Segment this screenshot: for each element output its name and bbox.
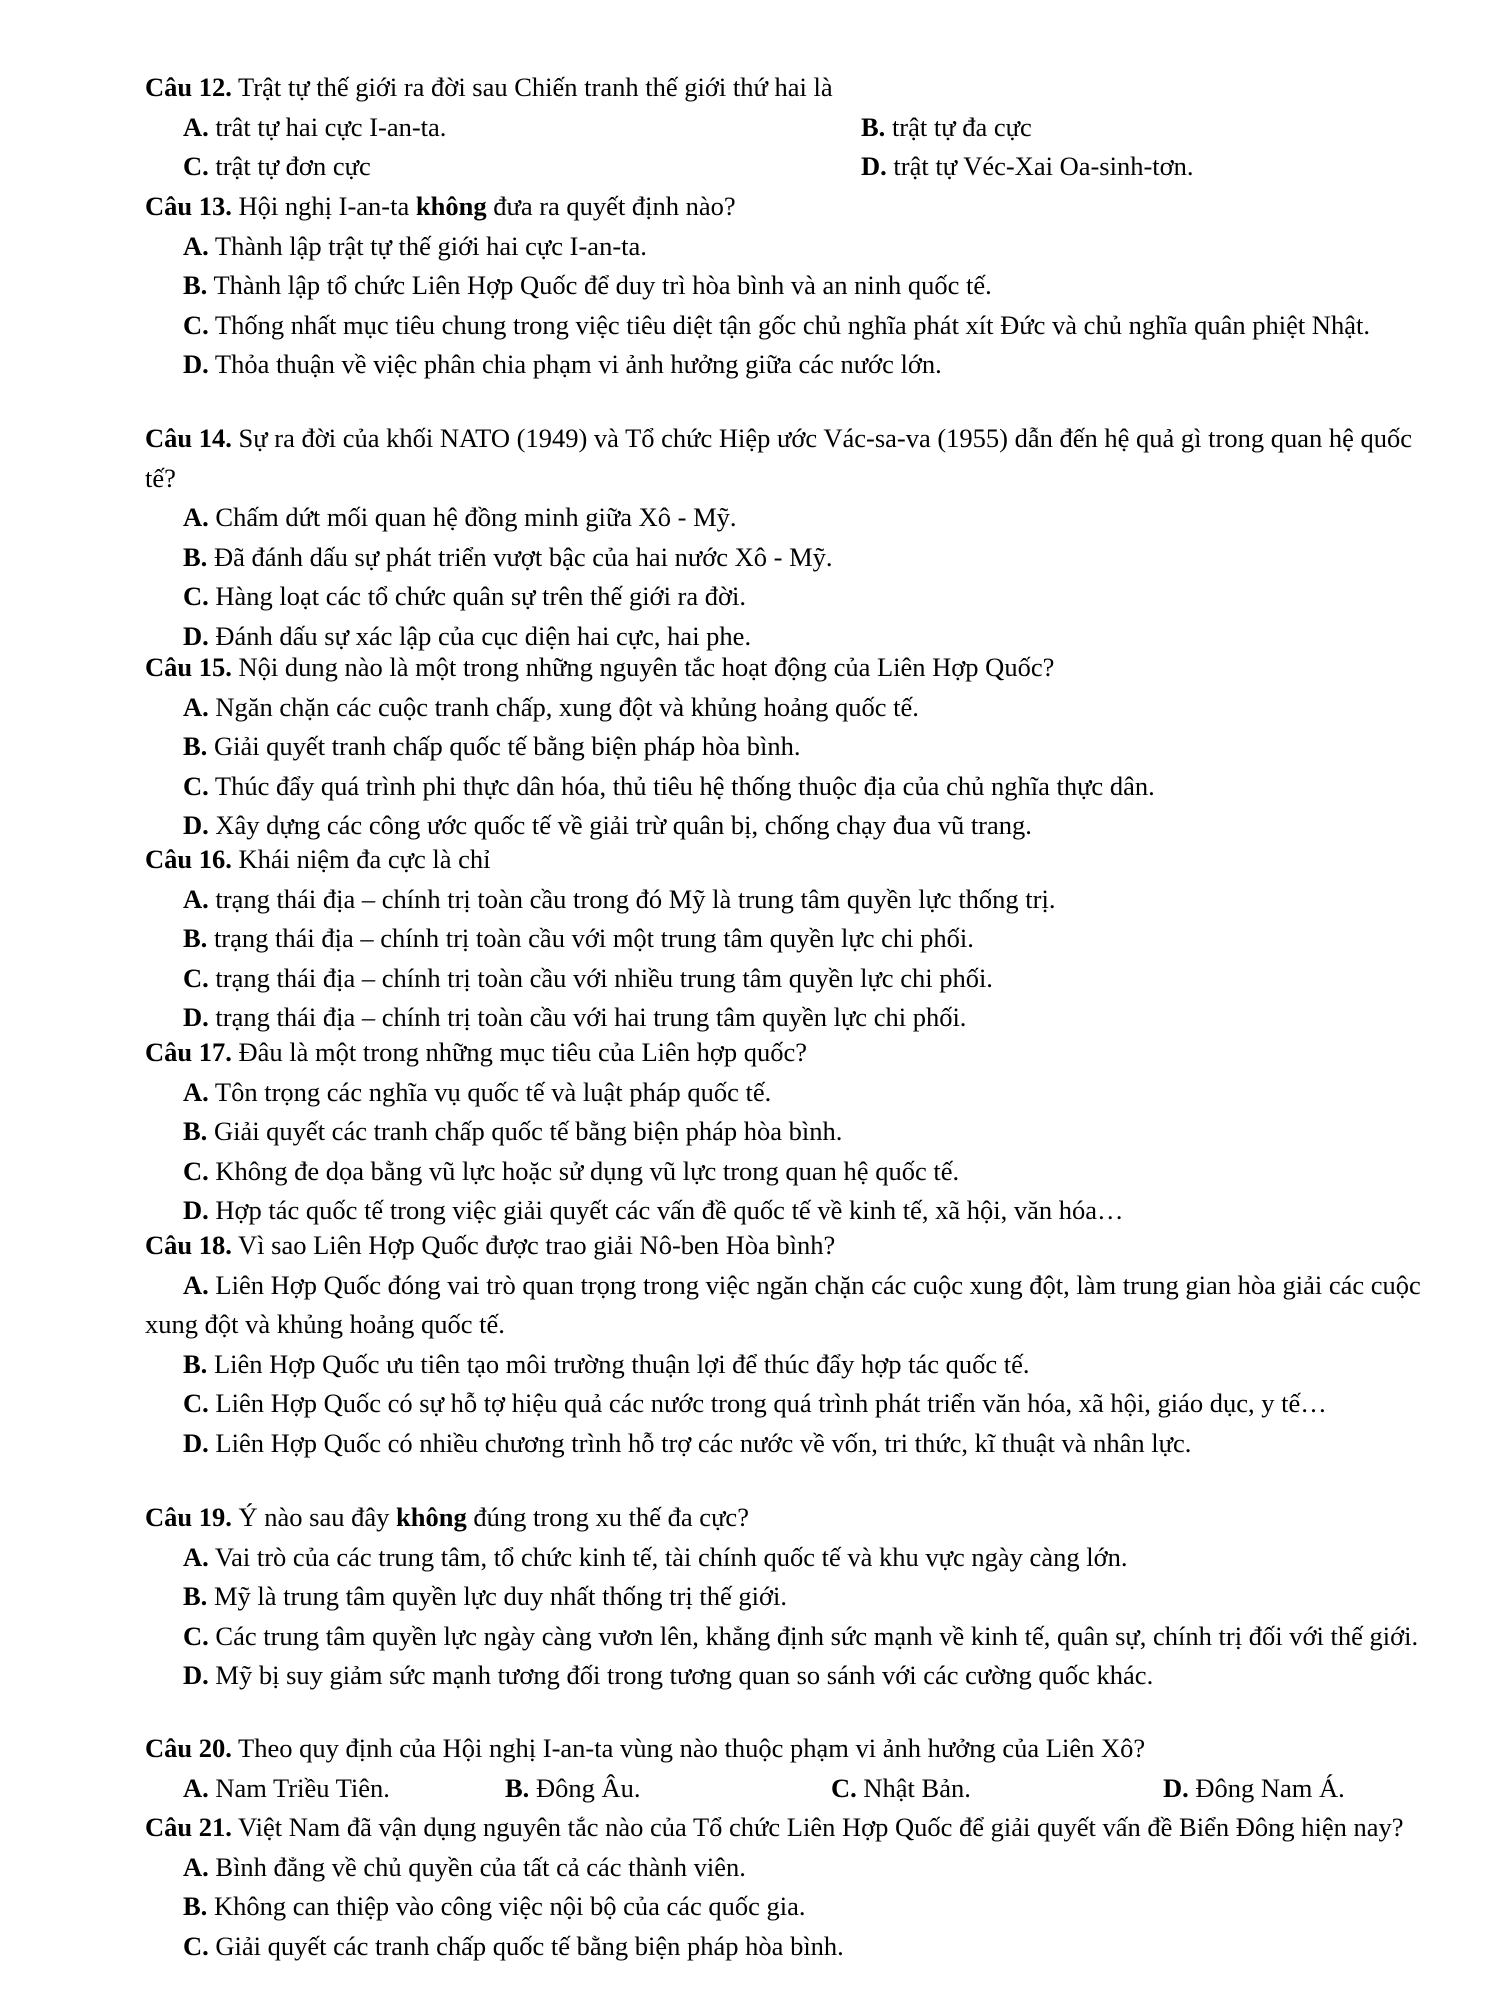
option-b: [145, 266, 1440, 306]
option-text: Thúc đẩy quá trình phi thực dân hóa, thủ tiêu hệ thống thuộc địa của chủ nghĩa thực dân.: [214, 770, 1155, 801]
question-text: đúng trong xu thế đa cực?: [473, 1502, 749, 1532]
option-a: [145, 1266, 1440, 1345]
option-c: [183, 147, 861, 187]
option-letter: A.: [183, 1772, 209, 1803]
option-text: trât tự hai cực I-an-ta.: [215, 111, 447, 142]
question-text: Trật tự thế giới ra đời sau Chiến tranh thế giới thứ hai là: [238, 72, 833, 102]
option-letter: B.: [183, 541, 208, 572]
question-number: Câu 21.: [145, 1812, 232, 1842]
options-row: [145, 1769, 1440, 1809]
question-number: Câu 20.: [145, 1733, 232, 1763]
option-text: Đánh dấu sự xác lập của cục diện hai cực, hai phe.: [215, 620, 752, 651]
question-text: đưa ra quyết định nào?: [493, 191, 736, 221]
question-15: [145, 648, 1440, 846]
option-letter: A.: [183, 883, 209, 914]
option-letter: C.: [831, 1772, 857, 1803]
option-letter: B.: [505, 1772, 530, 1803]
option-text: trạng thái địa – chính trị toàn cầu với một trung tâm quyền lực chi phối.: [213, 923, 974, 954]
option-letter: B.: [183, 1348, 208, 1379]
option-text: Liên Hợp Quốc có sự hỗ tợ hiệu quả các nước trong quá trình phát triển văn hóa, xã hội, giáo dục, y tế…: [215, 1388, 1327, 1419]
option-text: Vai trò của các trung tâm, tổ chức kinh tế, tài chính quốc tế và khu vực ngày càng lớn.: [214, 1541, 1128, 1572]
option-letter: C.: [183, 309, 209, 340]
question-text: Sự ra đời của khối NATO (1949) và Tổ chức Hiệp ước Vác-sa-va (1955) dẫn đến hệ quả gì trong quan hệ quốc tế?: [145, 423, 1413, 493]
option-text: Nam Triều Tiên.: [215, 1772, 390, 1803]
option-text: Ngăn chặn các cuộc tranh chấp, xung đột và khủng hoảng quốc tế.: [215, 691, 919, 722]
option-letter: A.: [183, 691, 209, 722]
option-letter: D.: [183, 1195, 209, 1226]
option-b: [145, 538, 1440, 578]
option-c: [831, 1769, 971, 1809]
question-emphasis: không: [396, 1502, 467, 1532]
question-text: Nội dung nào là một trong những nguyên tắc hoạt động của Liên Hợp Quốc?: [238, 652, 1055, 682]
option-b: [145, 1345, 1440, 1385]
option-c: [145, 1384, 1440, 1424]
option-text: Đông Âu.: [535, 1772, 641, 1803]
option-text: Liên Hợp Quốc có nhiều chương trình hỗ trợ các nước về vốn, tri thức, kĩ thuật và nhân lực.: [215, 1427, 1192, 1458]
option-b: [145, 1112, 1440, 1152]
option-text: Thỏa thuận về việc phân chia phạm vi ảnh hưởng giữa các nước lớn.: [214, 349, 942, 380]
option-letter: C.: [183, 770, 209, 801]
option-letter: A.: [183, 1269, 209, 1300]
question-stem: [145, 1033, 1440, 1073]
question-number: Câu 15.: [145, 652, 232, 682]
option-a: [145, 1073, 1440, 1113]
question-stem: [145, 68, 1440, 108]
option-text: trật tự Véc-Xai Oa-sinh-tơn.: [893, 151, 1194, 182]
option-text: Đông Nam Á.: [1195, 1772, 1345, 1803]
option-a: [183, 108, 861, 148]
option-letter: B.: [183, 1891, 208, 1922]
question-19: [145, 1498, 1440, 1696]
question-number: Câu 19.: [145, 1502, 232, 1532]
question-stem: [145, 840, 1440, 880]
option-d: [861, 147, 1461, 187]
option-d: [145, 1424, 1440, 1464]
question-16: [145, 840, 1440, 1038]
option-letter: B.: [183, 270, 208, 301]
option-letter: D.: [183, 1002, 209, 1033]
option-text: trạng thái địa – chính trị toàn cầu với nhiều trung tâm quyền lực chi phối.: [215, 962, 993, 993]
option-a: [145, 1848, 1440, 1888]
question-number: Câu 13.: [145, 191, 232, 221]
option-letter: C.: [183, 581, 209, 612]
question-text: Đâu là một trong những mục tiêu của Liên hợp quốc?: [238, 1037, 808, 1067]
option-letter: C.: [183, 1620, 209, 1651]
option-b: [861, 108, 1461, 148]
option-text: Giải quyết các tranh chấp quốc tế bằng biện pháp hòa bình.: [215, 1930, 844, 1961]
option-a: [145, 688, 1440, 728]
question-stem: [145, 1226, 1440, 1266]
option-letter: B.: [183, 1116, 208, 1147]
option-text: Các trung tâm quyền lực ngày càng vươn lên, khẳng định sức mạnh về kinh tế, quân sự, chính trị đối với thế giới.: [215, 1620, 1419, 1651]
question-number: Câu 14.: [145, 423, 232, 453]
option-text: Xây dựng các công ước quốc tế về giải trừ quân bị, chống chạy đua vũ trang.: [215, 810, 1032, 841]
question-20: [145, 1729, 1440, 1808]
option-b: [145, 1887, 1440, 1927]
question-13: [145, 187, 1440, 385]
option-text: Hàng loạt các tổ chức quân sự trên thế giới ra đời.: [215, 581, 747, 612]
option-text: Chấm dứt mối quan hệ đồng minh giữa Xô - Mỹ.: [215, 502, 737, 533]
option-letter: A.: [183, 1851, 209, 1882]
option-text: Liên Hợp Quốc ưu tiên tạo môi trường thuận lợi để thúc đẩy hợp tác quốc tế.: [213, 1348, 1030, 1379]
option-text: Đã đánh dấu sự phát triển vượt bậc của hai nước Xô - Mỹ.: [213, 541, 833, 572]
option-text: Mỹ là trung tâm quyền lực duy nhất thống trị thế giới.: [213, 1581, 787, 1612]
option-text: trật tự đa cực: [891, 111, 1032, 142]
option-b: [145, 919, 1440, 959]
option-letter: A.: [183, 111, 209, 142]
option-letter: C.: [183, 151, 209, 182]
option-c: [145, 1927, 1440, 1967]
question-number: Câu 12.: [145, 72, 232, 102]
question-stem: [145, 1729, 1440, 1769]
options-grid: [145, 108, 1440, 187]
option-letter: B.: [861, 111, 886, 142]
question-number: Câu 18.: [145, 1230, 232, 1260]
option-text: trạng thái địa – chính trị toàn cầu trong đó Mỹ là trung tâm quyền lực thống trị.: [215, 883, 1056, 914]
option-a: [145, 498, 1440, 538]
question-text: Việt Nam đã vận dụng nguyên tắc nào của Tổ chức Liên Hợp Quốc để giải quyết vấn đề Biển Đông hiện nay?: [238, 1812, 1404, 1842]
option-a: [145, 227, 1440, 267]
option-letter: D.: [183, 349, 209, 380]
option-letter: D.: [1163, 1772, 1189, 1803]
option-text: Không can thiệp vào công việc nội bộ của các quốc gia.: [213, 1891, 806, 1922]
option-text: Liên Hợp Quốc đóng vai trò quan trọng trong việc ngăn chặn các cuộc xung đột, làm trung gian hòa giải các cuộc xung đột và khủng hoảng quốc tế.: [145, 1269, 1421, 1340]
option-b: [145, 727, 1440, 767]
question-text: Khái niệm đa cực là chỉ: [238, 844, 491, 874]
question-14: [145, 419, 1440, 657]
option-b: [145, 1577, 1440, 1617]
question-17: [145, 1033, 1440, 1231]
option-d: [145, 1656, 1440, 1696]
option-letter: D.: [183, 810, 209, 841]
option-text: Nhật Bản.: [863, 1772, 971, 1803]
option-text: Thành lập tổ chức Liên Hợp Quốc để duy trì hòa bình và an ninh quốc tế.: [213, 270, 992, 301]
question-stem: [145, 419, 1440, 498]
option-c: [145, 1617, 1440, 1657]
option-letter: D.: [183, 1427, 209, 1458]
question-text: Theo quy định của Hội nghị I-an-ta vùng nào thuộc phạm vi ảnh hưởng của Liên Xô?: [238, 1733, 1146, 1763]
option-c: [145, 959, 1440, 999]
option-text: Thành lập trật tự thế giới hai cực I-an-ta.: [214, 230, 647, 261]
option-letter: D.: [183, 620, 209, 651]
option-letter: A.: [183, 502, 209, 533]
question-number: Câu 16.: [145, 844, 232, 874]
question-number: Câu 17.: [145, 1037, 232, 1067]
option-letter: C.: [183, 1155, 209, 1186]
option-d: [1163, 1769, 1345, 1809]
option-text: Mỹ bị suy giảm sức mạnh tương đối trong tương quan so sánh với các cường quốc khác.: [215, 1660, 1154, 1691]
option-d: [145, 345, 1440, 385]
option-letter: B.: [183, 1581, 208, 1612]
question-emphasis: không: [415, 191, 487, 221]
option-text: Thống nhất mục tiêu chung trong việc tiêu diệt tận gốc chủ nghĩa phát xít Đức và chủ nghĩa quân phiệt Nhật.: [214, 309, 1370, 340]
option-letter: C.: [183, 1930, 209, 1961]
option-letter: B.: [183, 731, 208, 762]
option-a: [183, 1769, 390, 1809]
option-text: Hợp tác quốc tế trong việc giải quyết các vấn đề quốc tế về kinh tế, xã hội, văn hóa…: [215, 1195, 1124, 1226]
question-stem: [145, 1808, 1440, 1848]
option-b: [505, 1769, 640, 1809]
question-stem: [145, 648, 1440, 688]
option-c: [145, 306, 1440, 346]
option-text: Không đe dọa bằng vũ lực hoặc sử dụng vũ lực trong quan hệ quốc tế.: [215, 1155, 960, 1186]
option-letter: A.: [183, 1076, 209, 1107]
question-21: [145, 1808, 1440, 1966]
option-text: Giải quyết tranh chấp quốc tế bằng biện pháp hòa bình.: [213, 731, 801, 762]
option-c: [145, 1152, 1440, 1192]
option-text: trật tự đơn cực: [215, 151, 371, 182]
option-letter: A.: [183, 1541, 209, 1572]
question-text: Hội nghị I-an-ta: [238, 191, 410, 221]
option-letter: B.: [183, 923, 208, 954]
option-letter: A.: [183, 230, 209, 261]
option-a: [145, 1538, 1440, 1578]
question-18: [145, 1226, 1440, 1464]
option-c: [145, 767, 1440, 807]
option-text: trạng thái địa – chính trị toàn cầu với hai trung tâm quyền lực chi phối.: [215, 1002, 967, 1033]
option-letter: C.: [183, 962, 209, 993]
option-text: Giải quyết các tranh chấp quốc tế bằng biện pháp hòa bình.: [213, 1116, 843, 1147]
option-letter: D.: [861, 151, 887, 182]
option-c: [145, 577, 1440, 617]
question-12: [145, 68, 1440, 187]
question-text: Ý nào sau đây: [238, 1502, 390, 1532]
question-text: Vì sao Liên Hợp Quốc được trao giải Nô-ben Hòa bình?: [238, 1230, 836, 1260]
option-letter: D.: [183, 1660, 209, 1691]
question-stem: [145, 1498, 1440, 1538]
option-text: Bình đẳng về chủ quyền của tất cả các thành viên.: [215, 1851, 746, 1882]
option-letter: C.: [183, 1388, 209, 1419]
question-stem: [145, 187, 1440, 227]
option-text: Tôn trọng các nghĩa vụ quốc tế và luật pháp quốc tế.: [214, 1076, 772, 1107]
option-a: [145, 880, 1440, 920]
